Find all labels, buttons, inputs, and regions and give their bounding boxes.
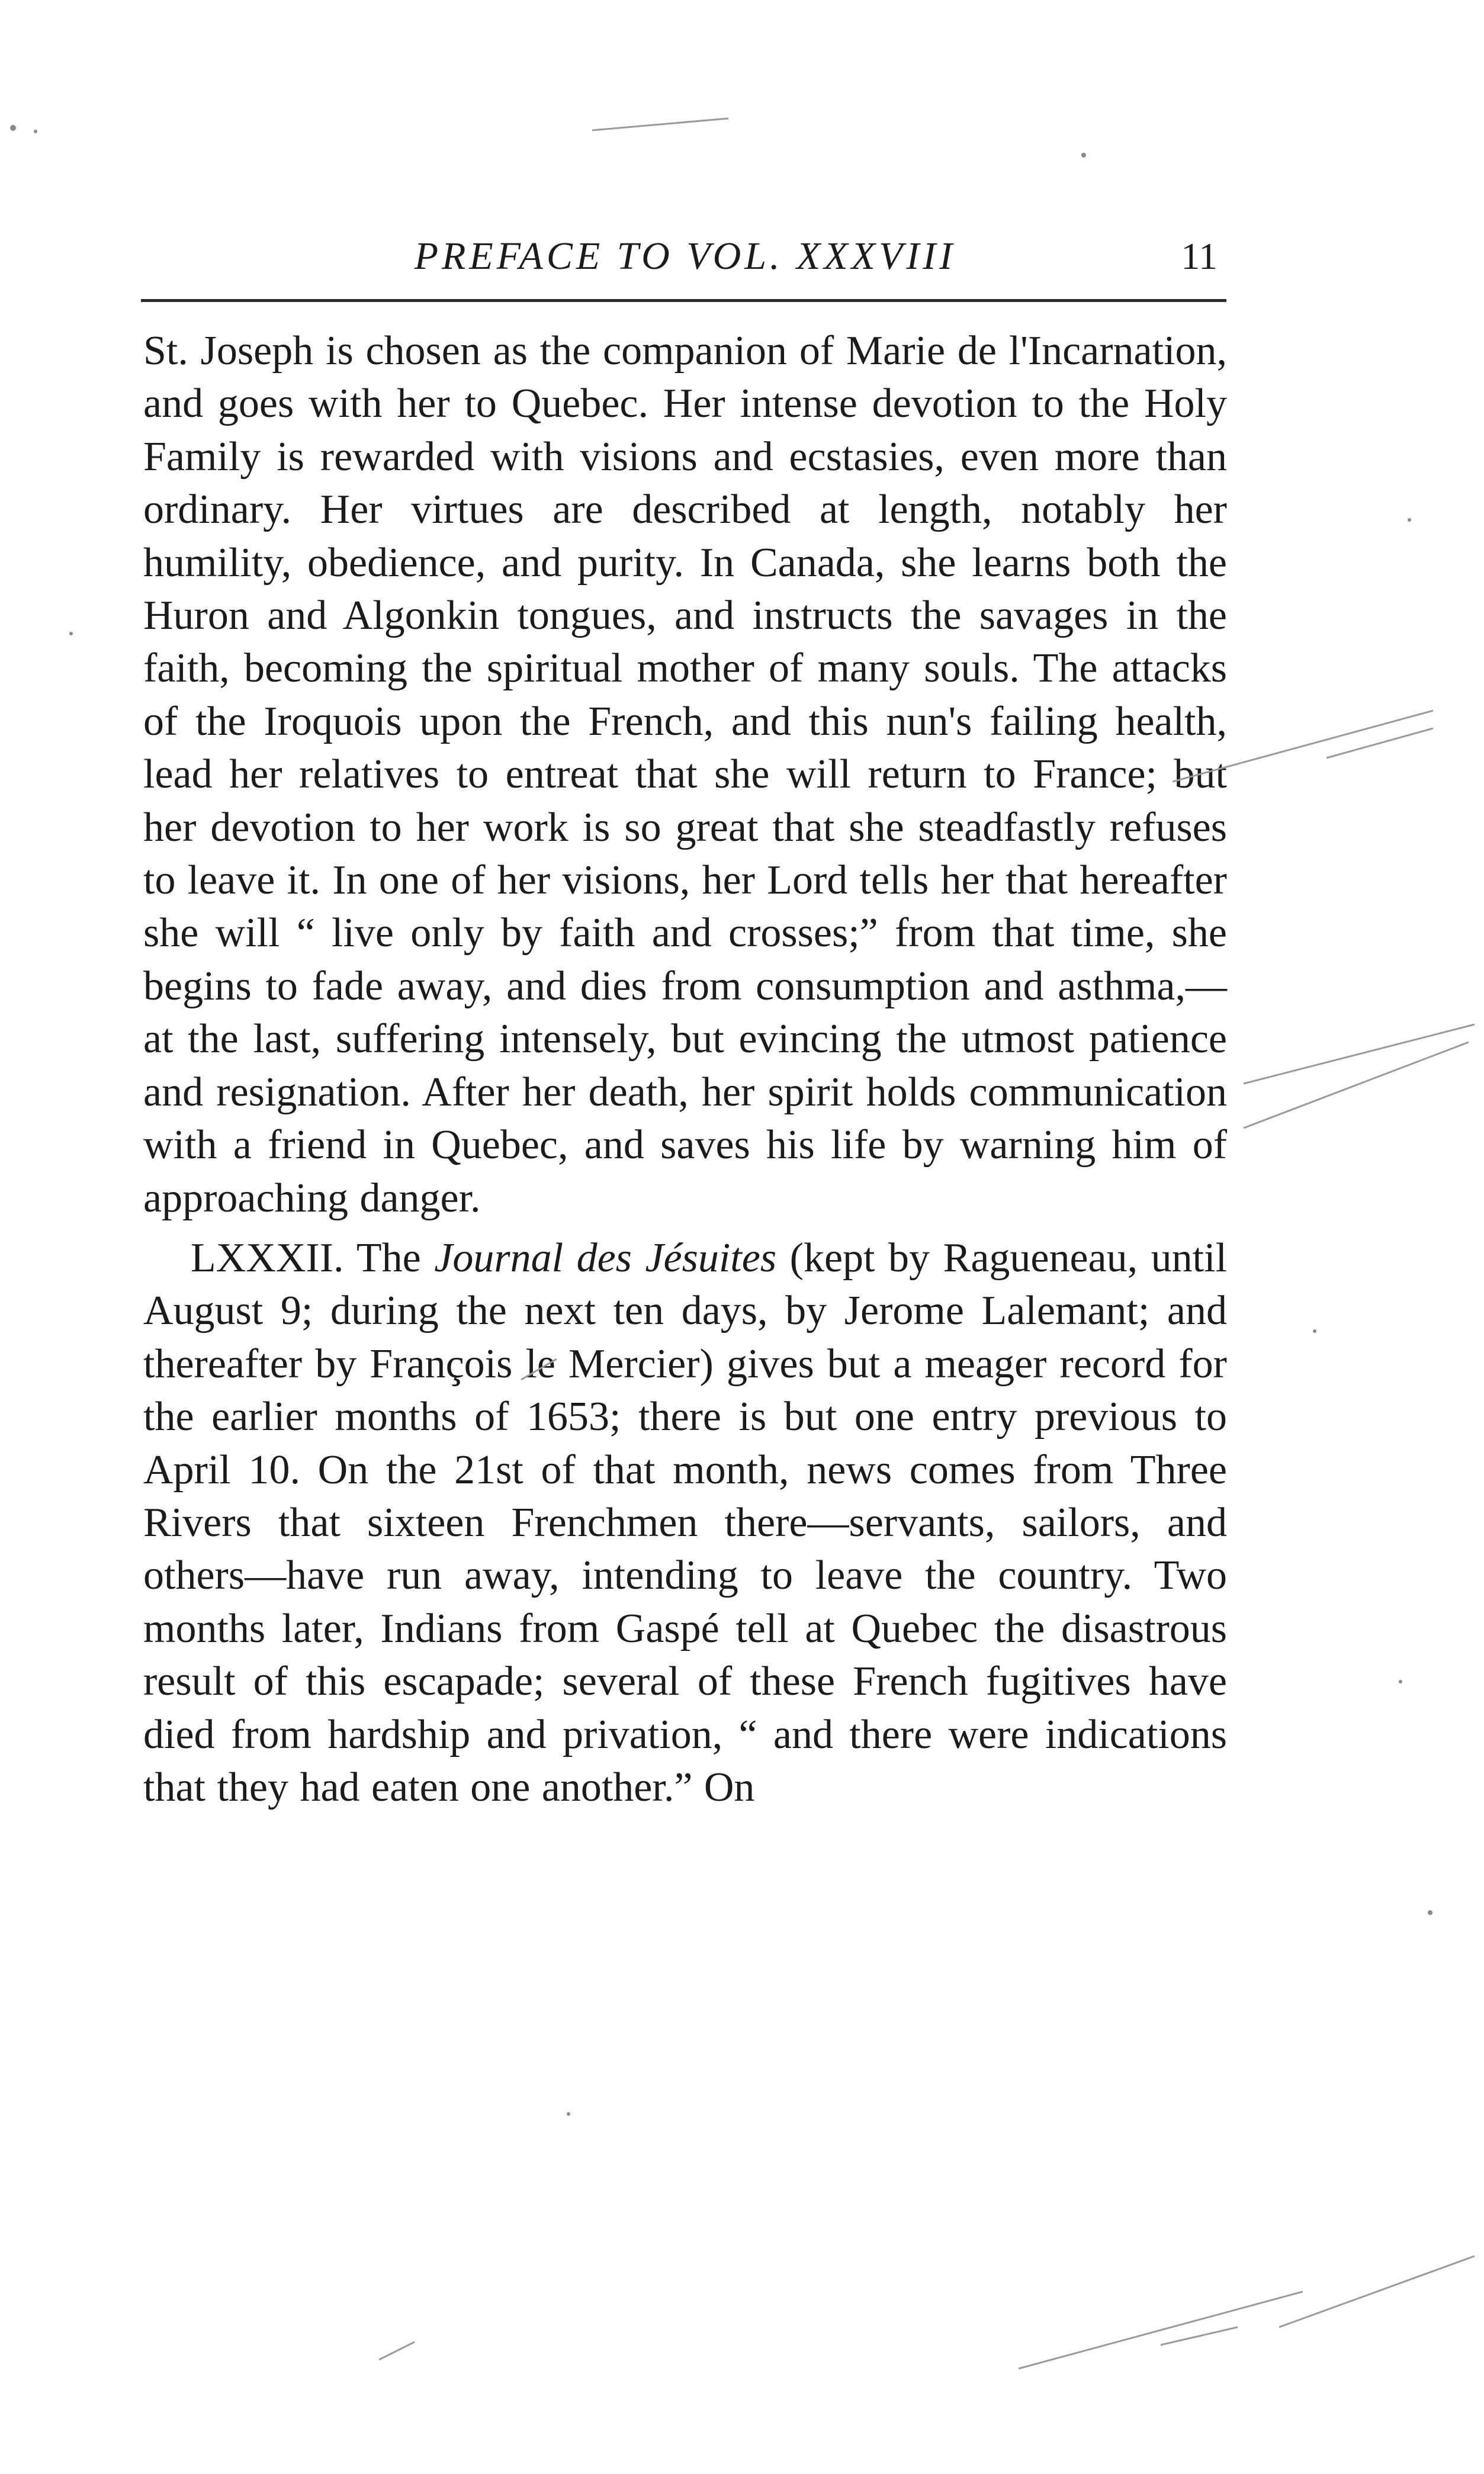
paragraph-text: (kept by Ragueneau, until August 9; during the next ten days, by Jerome Lalemant; and thereafter by François le Mercier) gives but a meager record for the earlier months of 1653; there is but one entry previous to April 10. On the 21st of that month, news comes from Three Rivers that sixteen Frenchmen there—servants, sailors, and others—have run away, intending to leave the country. Two months later, Indians from Gaspé tell at Quebec the disastrous result of this escapade; several of these French fugitives have died from hardship and privation, “ and there were indications that they had eaten one another.” On [143, 1235, 1228, 1810]
running-head-title: PREFACE TO VOL. XXXVIII [414, 234, 956, 278]
page-number: 11 [1181, 235, 1218, 277]
journal-title-prefix: The [356, 1235, 421, 1281]
header-rule [141, 299, 1226, 302]
running-head [143, 230, 1227, 289]
paragraph-text: St. Joseph is chosen as the companion of Marie de l'Incarnation, and goes with her to Quebec. Her intense devotion to the Holy Family is rewarded with visions and ecstasies, even more than ordinary. Her virtues are described at length, notably her humility, obedience, and purity. In Canada, she learns both the Huron and Algonkin tongues, and instructs the savages in the faith, becoming the spiritual mother of many souls. The attacks of the Iroquois upon the French, and this nun's failing health, lead her relatives to entreat that she will return to France; but her devotion to her work is so great that she steadfastly refuses to leave it. In one of her visions, her Lord tells her that hereafter she will “ live only by faith and crosses;” from that time, she begins to fade away, and dies from consumption and asthma,— at the last, suffering intensely, but evincing the utmost patience and resignation. After her death, her spirit holds communication with a friend in Quebec, and saves his life by warning him of approaching danger. [143, 328, 1227, 1221]
journal-title: Journal des Jésuites [434, 1235, 777, 1281]
section-label: LXXXII. [191, 1235, 344, 1281]
paragraph-lxxxii [143, 1232, 1227, 1814]
paragraph-marie-de-lincarnation [143, 324, 1227, 1225]
body-text [143, 324, 1227, 1814]
